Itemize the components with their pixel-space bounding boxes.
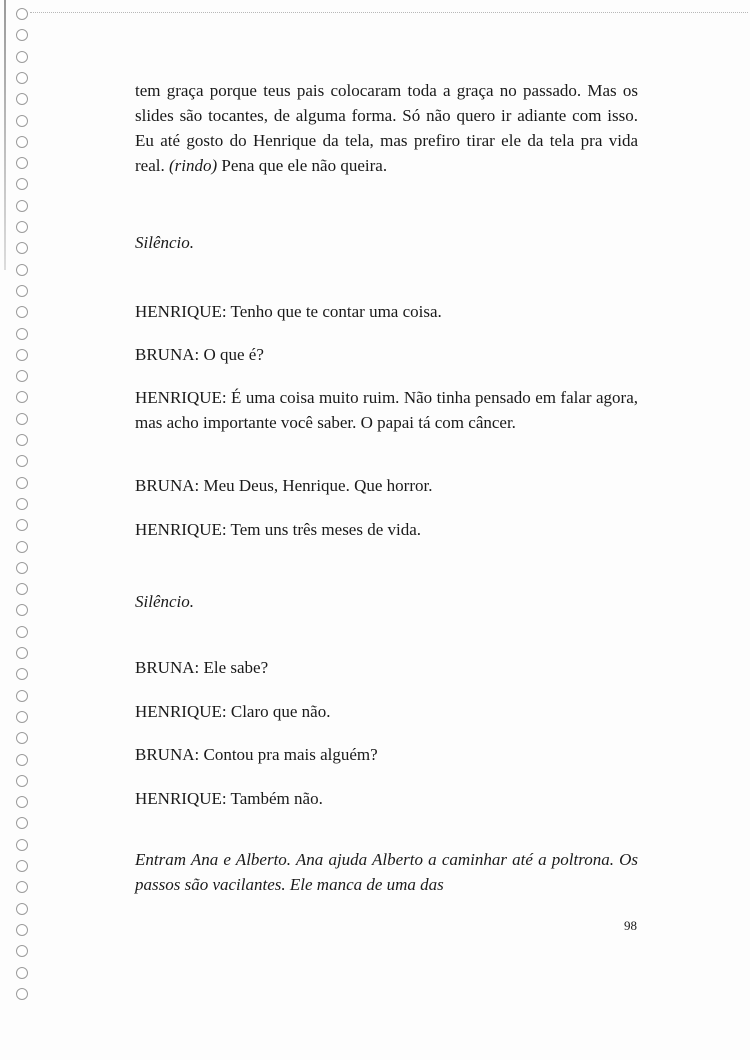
binder-hole (16, 562, 28, 574)
binder-hole (16, 242, 28, 254)
dialogue-text-end: Pena que ele não queira. (217, 156, 388, 175)
stage-direction: Entram Ana e Alberto. Ana ajuda Alberto a caminhar até a poltrona. Os passos são vacilantes. Ele manca de uma das (135, 850, 638, 894)
dialogue-line: HENRIQUE: Claro que não. (135, 702, 331, 721)
dialogue-text: tem graça porque teus pais colocaram toda a graça no passado. Mas os slides são tocantes, de alguma forma. Só não quero ir adiante com isso. Eu até gosto do Henrique da tela, mas prefiro tirar ele da tela pra vida real. (135, 81, 638, 175)
binder-hole (16, 178, 28, 190)
binder-hole (16, 732, 28, 744)
binder-hole (16, 796, 28, 808)
binder-hole (16, 711, 28, 723)
binder-hole (16, 945, 28, 957)
binder-hole (16, 647, 28, 659)
binder-hole (16, 391, 28, 403)
dialogue-line: HENRIQUE: Tenho que te contar uma coisa. (135, 302, 442, 321)
dialogue-continuation (135, 78, 638, 178)
binder-hole (16, 328, 28, 340)
binder-hole (16, 881, 28, 893)
binder-hole (16, 370, 28, 382)
binder-hole (16, 775, 28, 787)
dialogue-line: HENRIQUE: Também não. (135, 789, 323, 808)
binder-holes (16, 8, 38, 1018)
page-number: 98 (624, 918, 637, 933)
dialogue-line: BRUNA: Meu Deus, Henrique. Que horror. (135, 476, 433, 495)
binder-hole (16, 349, 28, 361)
dialogue-line: HENRIQUE: Tem uns três meses de vida. (135, 520, 422, 539)
binder-hole (16, 72, 28, 84)
binder-hole (16, 8, 28, 20)
binder-hole (16, 264, 28, 276)
binder-hole (16, 754, 28, 766)
binder-hole (16, 477, 28, 489)
binder-hole (16, 583, 28, 595)
binder-hole (16, 860, 28, 872)
binder-hole (16, 306, 28, 318)
stage-direction-inline: (rindo) (168, 156, 218, 175)
binder-hole (16, 221, 28, 233)
binder-hole (16, 136, 28, 148)
binder-hole (16, 839, 28, 851)
binder-hole (16, 455, 28, 467)
binder-hole (16, 519, 28, 531)
binder-hole (16, 604, 28, 616)
binder-hole (16, 498, 28, 510)
dialogue-line: BRUNA: O que é? (135, 345, 264, 364)
dialogue-line: BRUNA: Contou pra mais alguém? (135, 745, 378, 764)
binder-hole (16, 690, 28, 702)
binder-hole (16, 541, 28, 553)
dialogue-line: BRUNA: Ele sabe? (135, 658, 269, 677)
binder-hole (16, 626, 28, 638)
binding-edge (4, 0, 6, 270)
binder-hole (16, 157, 28, 169)
dialogue-line: HENRIQUE: É uma coisa muito ruim. Não tinha pensado em falar agora, mas acho importante você saber. O papai tá com câncer. (135, 388, 638, 432)
binder-hole (16, 903, 28, 915)
stage-direction: Silêncio. (135, 233, 195, 252)
binder-hole (16, 285, 28, 297)
binder-hole (16, 924, 28, 936)
binder-hole (16, 668, 28, 680)
binder-hole (16, 413, 28, 425)
binder-hole (16, 93, 28, 105)
binder-hole (16, 115, 28, 127)
binder-hole (16, 988, 28, 1000)
binder-hole (16, 29, 28, 41)
binder-hole (16, 967, 28, 979)
stage-direction: Silêncio. (135, 592, 195, 611)
page-top-edge (30, 12, 748, 13)
binder-hole (16, 200, 28, 212)
binder-hole (16, 51, 28, 63)
binder-hole (16, 817, 28, 829)
binder-hole (16, 434, 28, 446)
